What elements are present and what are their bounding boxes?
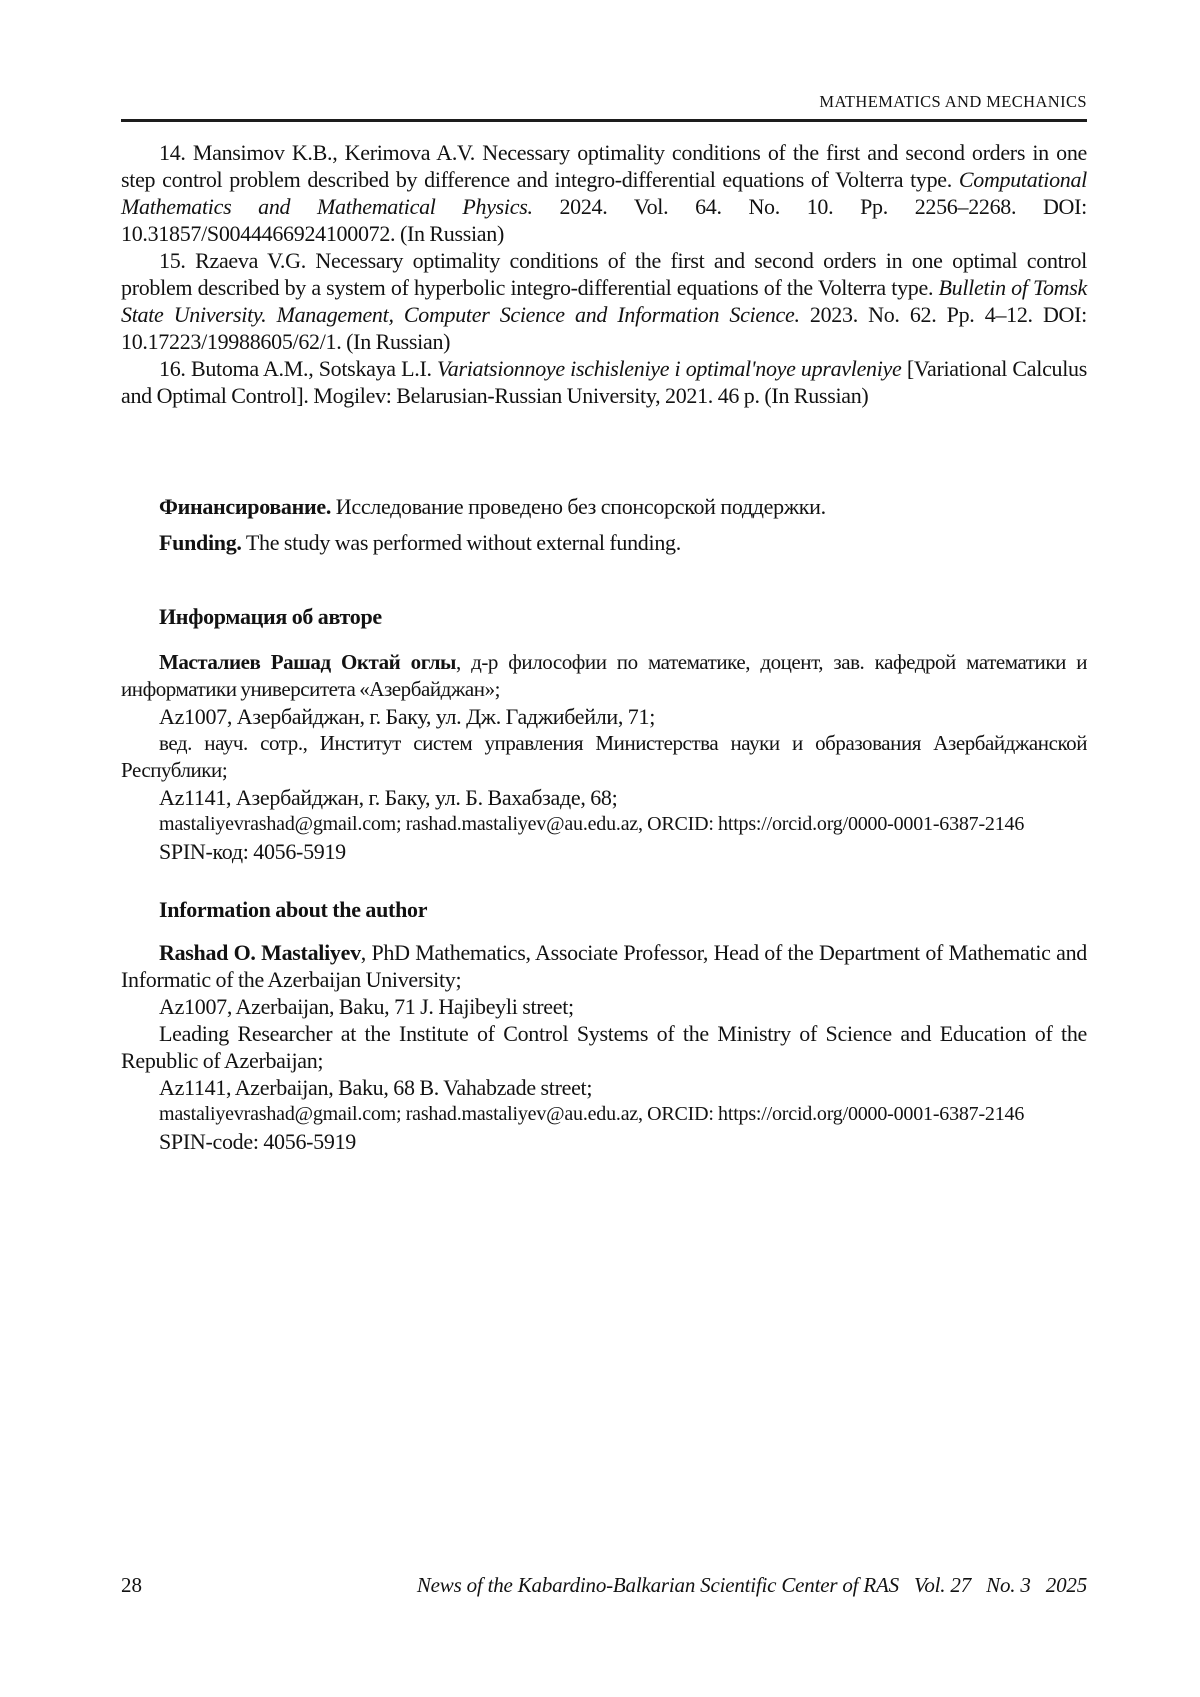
author-name-en: Rashad O. Mastaliyev <box>159 940 361 965</box>
funding-statement-en <box>121 529 1087 556</box>
reference-text: 14. Mansimov K.B., Kerimova A.V. Necessary optimality conditions of the first and second orders in one step control problem described by difference and integro-differential equations of Volterra type. <box>121 140 1087 192</box>
reference-text: 16. Butoma A.M., Sotskaya L.I. <box>159 356 438 381</box>
author-title-ru: , д-р философии по математике, доцент, зав. кафедрой математики и информатики университета «Азербайджан»; <box>121 650 1087 701</box>
running-head: MATHEMATICS AND MECHANICS <box>819 92 1087 111</box>
reference-book-title: Variatsionnoye ischisleniye i optimal'noye upravleniye <box>437 356 902 381</box>
reference-text: [Variational Calculus and Optimal Control]. Mogilev: Belarusian-Russian University, 2021. 46 p. (In Russian) <box>121 356 1088 408</box>
reference-item-16 <box>121 355 1087 409</box>
reference-text: 2024. Vol. 64. No. 10. Pp. 2256–2268. DOI: 10.31857/S0044466924100072. (In Russian) <box>121 194 1087 246</box>
funding-statement-ru <box>121 493 1087 520</box>
page-content <box>121 0 1087 1155</box>
reference-journal-title: Computational Mathematics and Mathematical Physics. <box>121 167 1087 219</box>
author-position-ru: вед. науч. сотр., Институт систем управления Министерства науки и образования Азербайджанской Республики; <box>121 731 1087 782</box>
page-footer <box>121 1572 1087 1599</box>
author-spin-ru: SPIN-код: 4056-5919 <box>159 839 346 864</box>
reference-text: 2023. No. 62. Pp. 4–12. DOI: 10.17223/19988605/62/1. (In Russian) <box>121 302 1087 354</box>
reference-journal-title: Bulletin of Tomsk State University. Management, Computer Science and Information Science. <box>121 275 1087 327</box>
author-address2-en: Az1141, Azerbaijan, Baku, 68 B. Vahabzade street; <box>159 1075 593 1100</box>
funding-label-en: Funding. <box>159 530 242 555</box>
reference-item-15 <box>121 247 1087 355</box>
page-number: 28 <box>121 1573 142 1597</box>
reference-text: 15. Rzaeva V.G. Necessary optimality conditions of the first and second orders in one optimal control problem described by a system of hyperbolic integro-differential equations of the Volterra type. <box>121 248 1087 300</box>
author-contacts-ru: mastaliyevrashad@gmail.com; rashad.mastaliyev@au.edu.az, ORCID: https://orcid.org/0000-0001-6387-2146 <box>159 813 1025 835</box>
author-info-heading-en: Information about the author <box>159 897 428 922</box>
header-divider <box>121 119 1087 122</box>
funding-text-en: The study was performed without external funding. <box>241 530 681 555</box>
author-position-en: Leading Researcher at the Institute of Control Systems of the Ministry of Science and Education of the Republic of Azerbaijan; <box>121 1021 1087 1073</box>
funding-label-ru: Финансирование. <box>159 494 332 519</box>
author-info-heading-ru: Информация об авторе <box>159 604 382 629</box>
author-title-en: , PhD Mathematics, Associate Professor, Head of the Department of Mathematic and Informatic of the Azerbaijan University; <box>121 940 1087 992</box>
author-spin-en: SPIN-code: 4056-5919 <box>159 1129 356 1154</box>
author-name-paragraph-en <box>121 939 1087 993</box>
author-contacts-en: mastaliyevrashad@gmail.com; rashad.mastaliyev@au.edu.az, ORCID: https://orcid.org/0000-0001-6387-2146 <box>159 1103 1025 1125</box>
author-address2-ru: Az1141, Азербайджан, г. Баку, ул. Б. Вахабзаде, 68; <box>159 785 618 810</box>
funding-text-ru: Исследование проведено без спонсорской поддержки. <box>331 494 826 519</box>
author-address1-ru: Az1007, Азербайджан, г. Баку, ул. Дж. Гаджибейли, 71; <box>159 704 656 729</box>
reference-item-14 <box>121 139 1087 247</box>
author-name-ru: Масталиев Рашад Октай оглы <box>159 650 456 674</box>
author-address1-en: Az1007, Azerbaijan, Baku, 71 J. Hajibeyli street; <box>159 994 574 1019</box>
journal-footer-line: News of the Kabardino-Balkarian Scientific Center of RAS Vol. 27 No. 3 2025 <box>416 1573 1087 1597</box>
references-section <box>121 139 1087 409</box>
author-name-paragraph-ru <box>121 649 1087 703</box>
